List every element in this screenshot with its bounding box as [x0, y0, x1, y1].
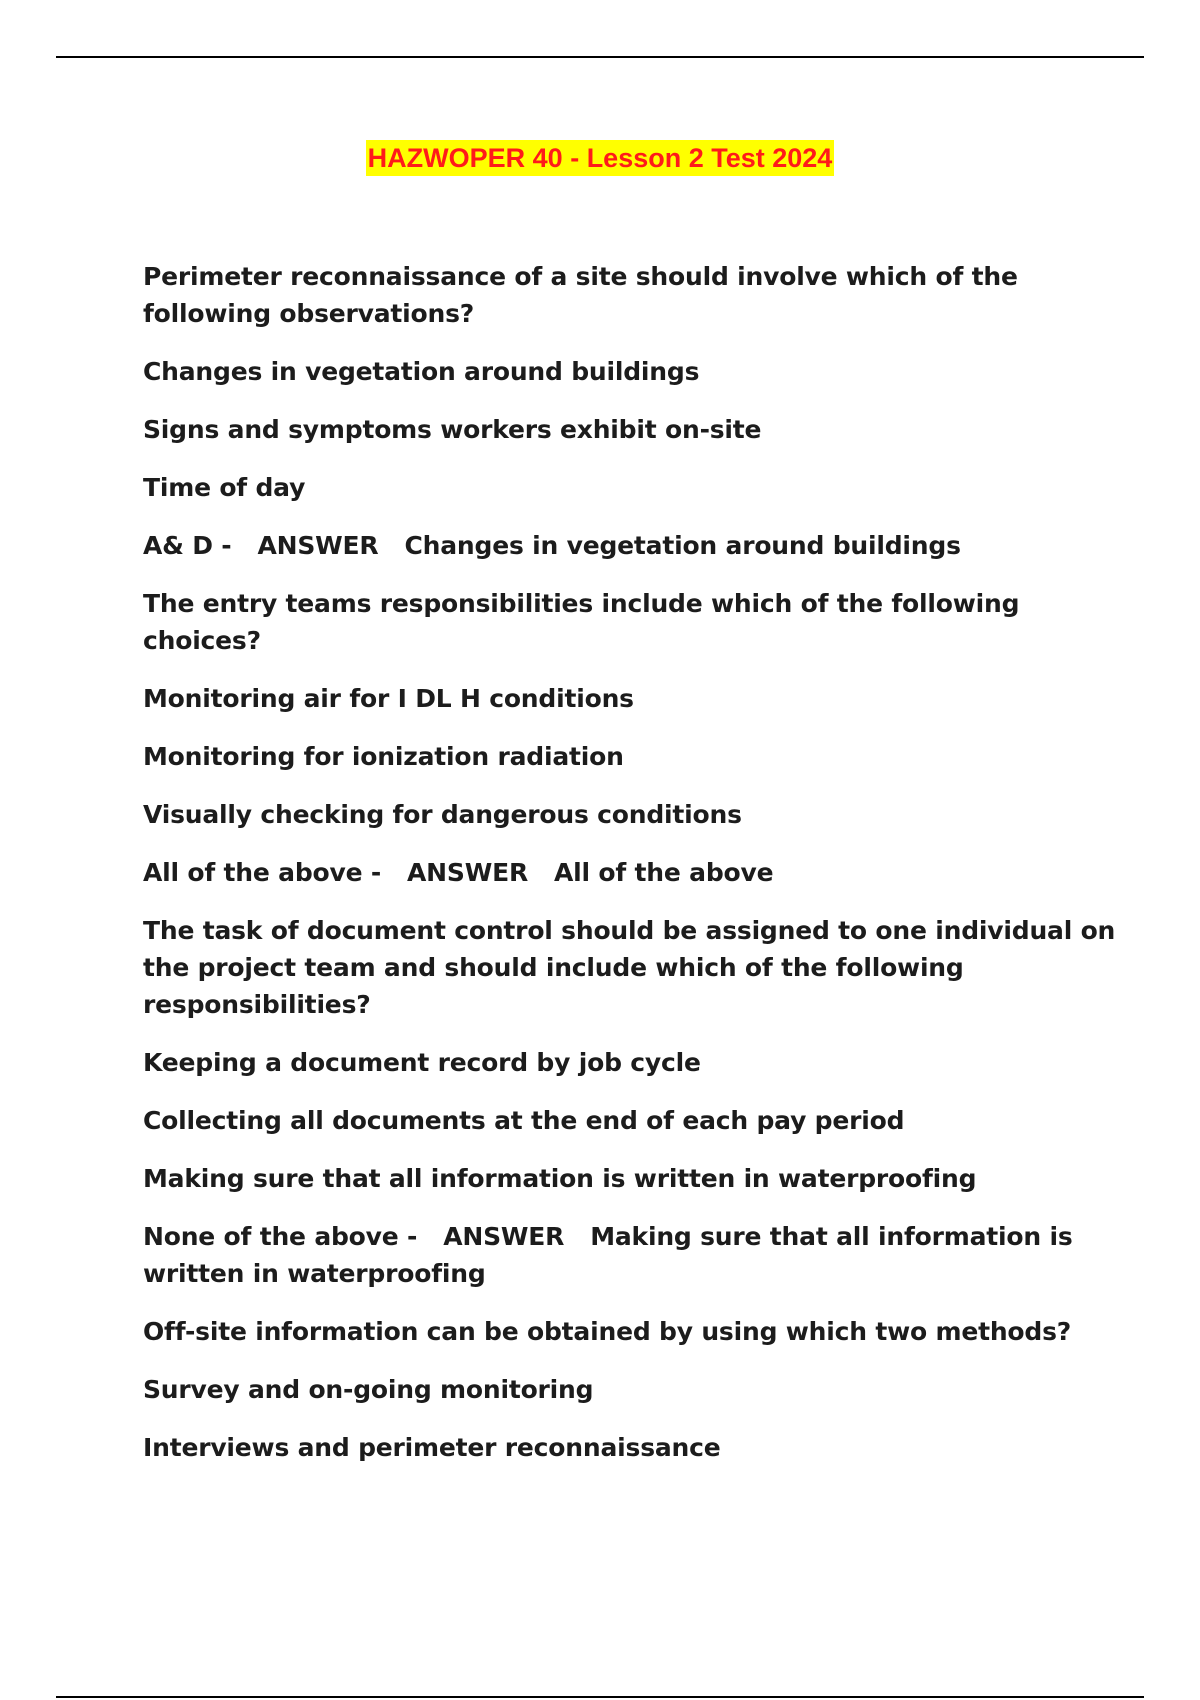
q1-choice: A& D -	[143, 531, 232, 560]
q2-choice: All of the above -	[143, 858, 382, 887]
document-title: HAZWOPER 40 - Lesson 2 Test 2024	[366, 140, 835, 176]
q3-choice: None of the above -	[143, 1222, 418, 1251]
q3-option-3: Making sure that all information is written in waterproofing	[143, 1164, 977, 1193]
q3-answer-label: ANSWER	[443, 1222, 565, 1251]
top-divider	[56, 56, 1144, 58]
q1-answer: Changes in vegetation around buildings	[404, 531, 961, 560]
question-4: Off-site information can be obtained by using which two methods?	[143, 1317, 1072, 1346]
q2-option-2: Monitoring for ionization radiation	[143, 742, 624, 771]
q4-option-2: Interviews and perimeter reconnaissance	[143, 1433, 721, 1462]
q3-option-1: Keeping a document record by job cycle	[143, 1048, 701, 1077]
q4-option-1: Survey and on-going monitoring	[143, 1375, 594, 1404]
q3-answer-line	[143, 1218, 1123, 1292]
q2-answer: All of the above	[554, 858, 774, 887]
q1-option-2: Signs and symptoms workers exhibit on-site	[143, 415, 762, 444]
q3-answer: Making sure that all information is written in waterproofing	[143, 1222, 1073, 1288]
question-2: The entry teams responsibilities include which of the following choices?	[143, 589, 1020, 655]
q2-option-3: Visually checking for dangerous conditions	[143, 800, 742, 829]
q2-option-1: Monitoring air for I DL H conditions	[143, 684, 634, 713]
q1-answer-line	[143, 527, 1123, 564]
q1-option-3: Time of day	[143, 473, 306, 502]
q3-option-2: Collecting all documents at the end of each pay period	[143, 1106, 905, 1135]
question-3: The task of document control should be assigned to one individual on the project team and should include which of the following responsibilities?	[143, 916, 1116, 1019]
question-1: Perimeter reconnaissance of a site should involve which of the following observations?	[143, 262, 1018, 328]
title-container	[0, 140, 1200, 176]
q1-option-1: Changes in vegetation around buildings	[143, 357, 700, 386]
q2-answer-line	[143, 854, 1123, 891]
q1-answer-label: ANSWER	[257, 531, 379, 560]
bottom-divider	[56, 1696, 1144, 1698]
document-body	[143, 258, 1123, 1487]
q2-answer-label: ANSWER	[407, 858, 529, 887]
